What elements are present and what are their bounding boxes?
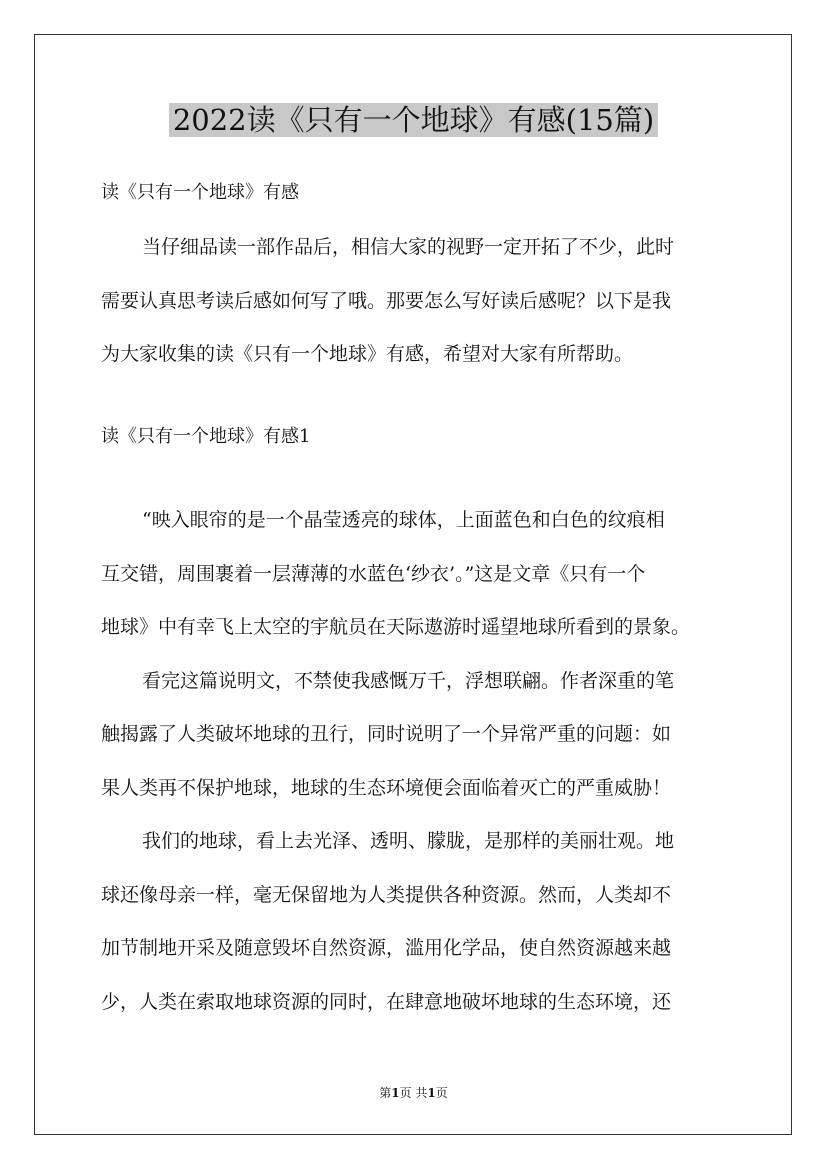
- intro-line: 需要认真思考读后感如何写了哦。那要怎么写好读后感呢？以下是我: [101, 289, 672, 312]
- para3-line: 少，人类在索取地球资源的同时，在肆意地破坏地球的生态环境，还: [101, 990, 672, 1013]
- para2-line: 触揭露了人类破坏地球的丑行，同时说明了一个异常严重的问题：如: [101, 723, 672, 745]
- para2-line: 果人类再不保护地球，地球的生态环境便会面临着灭亡的严重威胁！: [101, 776, 672, 799]
- para1-line: 互交错，周围裹着一层薄薄的水蓝色‘纱衣’。”这是文章《只有一个: [101, 562, 646, 585]
- intro-line: 为大家收集的读《只有一个地球》有感，希望对大家有所帮助。: [101, 343, 634, 365]
- footer-page-number: 1: [391, 1086, 400, 1100]
- para1-line: 地球》中有幸飞上太空的宇航员在天际遨游时遥望地球所看到的景象。: [101, 616, 691, 638]
- intro-line: 当仔细品读一部作品后，相信大家的视野一定开拓了不少，此时: [142, 236, 675, 258]
- footer-suffix: 页: [435, 1086, 448, 1100]
- para1-line: “映入眼帘的是一个晶莹透亮的球体，上面蓝色和白色的纹痕相: [142, 509, 665, 531]
- section1-heading: 读《只有一个地球》有感1: [101, 426, 311, 447]
- intro-paragraph: [101, 221, 741, 382]
- para2-line: 看完这篇说明文，不禁使我感慨万千，浮想联翩。作者深重的笔: [142, 669, 675, 692]
- footer-total-pages: 1: [427, 1086, 436, 1100]
- document-title: [0, 98, 827, 142]
- page-footer: [0, 1084, 827, 1101]
- footer-prefix: 第: [379, 1086, 392, 1100]
- intro-heading: 读《只有一个地球》有感: [101, 182, 299, 203]
- document-title-text: 2022读《只有一个地球》有感(15篇): [169, 103, 658, 137]
- para3-line: 我们的地球，看上去光泽、透明、朦胧，是那样的美丽壮观。地: [142, 830, 675, 852]
- footer-mid: 页 共: [399, 1086, 428, 1100]
- para3-line: 球还像母亲一样，毫无保留地为人类提供各种资源。然而，人类却不: [101, 883, 672, 906]
- section1-paragraphs: [101, 494, 741, 1029]
- para3-line: 加节制地开采及随意毁坏自然资源，滥用化学品，使自然资源越来越: [101, 937, 672, 959]
